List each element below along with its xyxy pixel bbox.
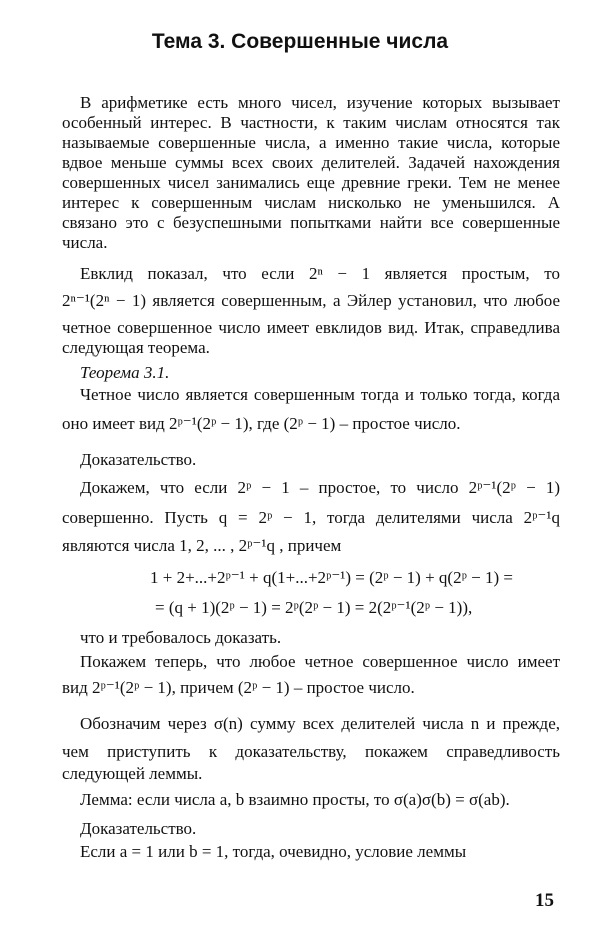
proof-heading: Доказательство. (80, 450, 197, 469)
paragraph-line: Покажем теперь, что любое четное совершенное число имеет (80, 652, 560, 671)
proof-heading: Доказательство. (80, 819, 197, 838)
paragraph-line: Если a = 1 или b = 1, тогда, очевидно, условие леммы (80, 842, 467, 861)
page-title: Тема 3. Совершенные числа (151, 30, 449, 53)
paragraph-line: следующей леммы. (62, 764, 203, 783)
paragraph-line: вид 2ᵖ⁻¹(2ᵖ − 1), причем (2ᵖ − 1) – простое число. (62, 678, 415, 697)
paragraph-line: Четное число является совершенным тогда и только тогда, когда (80, 385, 560, 404)
paragraph-line: чем приступить к доказательству, покажем справедливость (62, 742, 560, 761)
equation-line: 1 + 2+...+2ᵖ⁻¹ + q(1+...+2ᵖ⁻¹) = (2ᵖ − 1) + q(2ᵖ − 1) = (150, 568, 513, 587)
paragraph-line: называемые совершенные числа, а именно такие числа, которые (62, 133, 560, 152)
paragraph-line: особенный интерес. В частности, к таким числам относятся так (62, 113, 560, 132)
paragraph-line: Евклид показал, что если 2ⁿ − 1 является простым, то (80, 264, 560, 283)
paragraph-line: являются числа 1, 2, ... , 2ᵖ⁻¹q , причем (62, 536, 342, 555)
paragraph-line: 2ⁿ⁻¹(2ⁿ − 1) является совершенным, а Эйлер установил, что любое (62, 291, 560, 310)
paragraph-line: оно имеет вид 2ᵖ⁻¹(2ᵖ − 1), где (2ᵖ − 1) – простое число. (62, 414, 461, 433)
lemma-line: Лемма: если числа a, b взаимно просты, то σ(a)σ(b) = σ(ab). (80, 790, 510, 809)
paragraph-line: интерес к совершенным числам нисколько не уменьшился. А (62, 193, 560, 212)
paragraph-line: вдвое меньше суммы всех своих делителей. Задачей нахождения (62, 153, 560, 172)
paragraph-line: Обозначим через σ(n) сумму всех делителей числа n и прежде, (80, 714, 560, 733)
paragraph-line: Докажем, что если 2ᵖ − 1 – простое, то число 2ᵖ⁻¹(2ᵖ − 1) (80, 478, 560, 497)
paragraph-line: четное совершенное число имеет евклидов вид. Итак, справедлива (62, 318, 560, 337)
paragraph-line: связано это с безуспешными попытками найти все совершенные (62, 213, 560, 232)
paragraph-line: числа. (62, 233, 108, 252)
equation-line: = (q + 1)(2ᵖ − 1) = 2ᵖ(2ᵖ − 1) = 2(2ᵖ⁻¹(2ᵖ − 1)), (155, 598, 473, 617)
paragraph-line: совершенно. Пусть q = 2ᵖ − 1, тогда делителями числа 2ᵖ⁻¹q (62, 508, 560, 527)
paragraph-line: следующая теорема. (62, 338, 210, 357)
paragraph-line: что и требовалось доказать. (80, 628, 282, 647)
paragraph-line: В арифметике есть много чисел, изучение которых вызывает (80, 93, 560, 112)
paragraph-line: совершенных чисел занимались еще древние греки. Тем не менее (62, 173, 560, 192)
page-number: 15 (535, 890, 554, 911)
theorem-heading: Теорема 3.1. (80, 363, 170, 382)
